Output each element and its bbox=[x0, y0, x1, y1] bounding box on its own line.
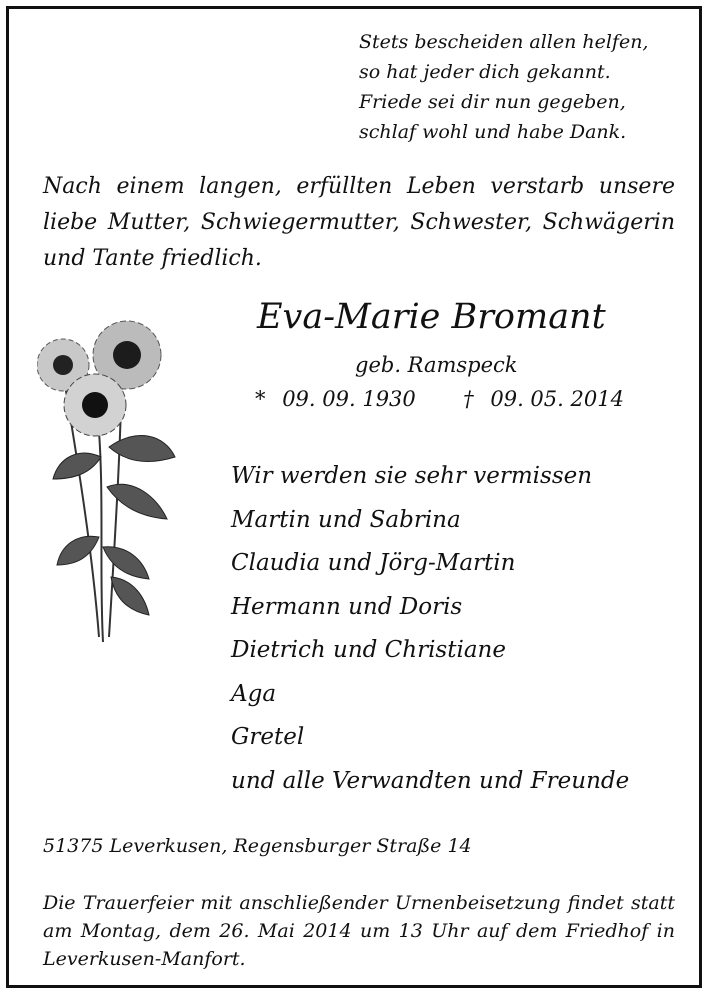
mourner-name: Dietrich und Christiane bbox=[231, 637, 506, 663]
death-date: 09. 05. 2014 bbox=[490, 387, 624, 411]
mourner-name: Claudia und Jörg-Martin bbox=[231, 550, 516, 576]
life-dates bbox=[255, 387, 624, 411]
deceased-name: Eva-Marie Bromant bbox=[257, 297, 606, 337]
birth-date: 09. 09. 1930 bbox=[282, 387, 416, 411]
poem-line: Friede sei dir nun gegeben, bbox=[359, 91, 626, 113]
mourner-name: Hermann und Doris bbox=[231, 593, 463, 620]
poem bbox=[359, 27, 648, 147]
mourners-heading: Wir werden sie sehr vermissen bbox=[231, 463, 593, 489]
birth-name: geb. Ramspeck bbox=[355, 353, 518, 377]
poem-line: Stets bescheiden allen helfen, bbox=[359, 31, 649, 53]
ceremony-info: Die Trauerfeier mit anschließender Urnenbeisetzung findet statt am Montag, dem 26. Mai 2014 um 13 Uhr auf dem Friedhof in Leverkusen-Manfort. bbox=[43, 892, 675, 970]
address: 51375 Leverkusen, Regensburger Straße 14 bbox=[43, 835, 472, 857]
sunflower-icon bbox=[37, 307, 187, 667]
mourner-name: Martin und Sabrina bbox=[231, 506, 461, 533]
obituary-notice bbox=[6, 6, 702, 988]
mourners bbox=[231, 455, 629, 803]
mourner-name: und alle Verwandten und Freunde bbox=[231, 767, 630, 794]
poem-line: so hat jeder dich gekannt. bbox=[359, 61, 611, 83]
death-symbol: † bbox=[463, 387, 474, 411]
birth-symbol: * bbox=[255, 387, 266, 411]
mourner-name: Gretel bbox=[231, 724, 305, 750]
poem-line: schlaf wohl und habe Dank. bbox=[359, 121, 627, 143]
mourner-name: Aga bbox=[231, 680, 277, 707]
intro-text: Nach einem langen, erfüllten Leben verstarb unsere liebe Mutter, Schwiegermutter, Schwester, Schwägerin und Tante friedlich. bbox=[43, 174, 675, 271]
